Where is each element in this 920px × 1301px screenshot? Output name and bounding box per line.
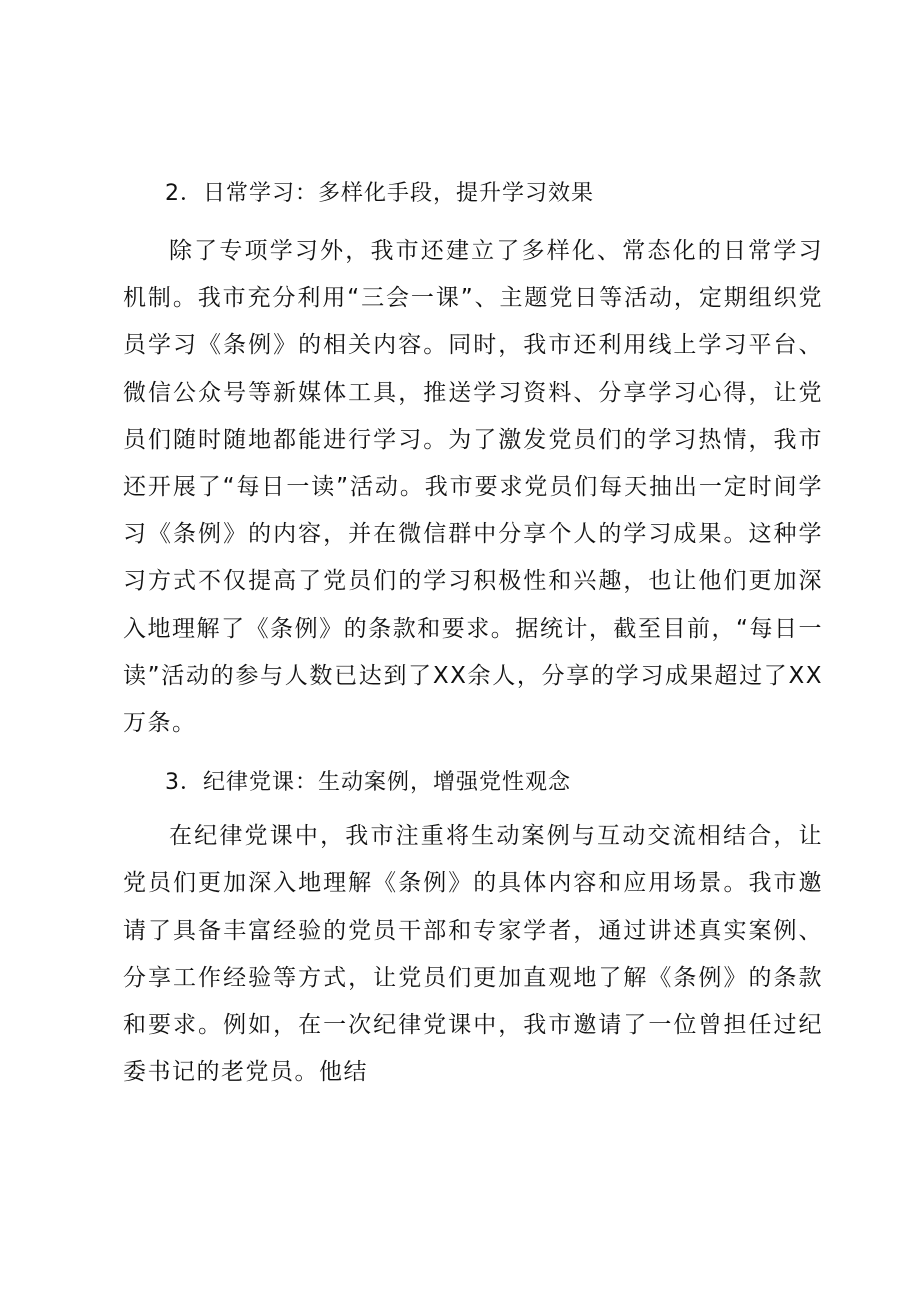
document-body bbox=[123, 170, 823, 1096]
section-paragraph-daily-study: 除了专项学习外，我市还建立了多样化、常态化的日常学习机制。我市充分利用“三会一课”、主题党日等活动，定期组织党员学习《条例》的相关内容。同时，我市还利用线上学习平台、微信公众号等新媒体工具，推送学习资料、分享学习心得，让党员们随时随地都能进行学习。为了激发党员们的学习热情，我市还开展了“每日一读”活动。我市要求党员们每天抽出一定时间学习《条例》的内容，并在微信群中分享个人的学习成果。这种学习方式不仅提高了党员们的学习积极性和兴趣，也让他们更加深入地理解了《条例》的条款和要求。据统计，截至目前，“每日一读”活动的参与人数已达到了XX余人，分享的学习成果超过了XX万条。 bbox=[123, 238, 823, 737]
section-paragraph-discipline-lesson: 在纪律党课中，我市注重将生动案例与互动交流相结合，让党员们更加深入地理解《条例》的具体内容和应用场景。我市邀请了具备丰富经验的党员干部和专家学者，通过讲述真实案例、分享工作经验等方式，让党员们更加直观地了解《条例》的条款和要求。例如，在一次纪律党课中，我市邀请了一位曾担任过纪委书记的老党员。他结 bbox=[123, 823, 823, 1086]
section-heading-daily-study: 2．日常学习：多样化手段，提升学习效果 bbox=[165, 181, 594, 206]
section-heading-discipline-lesson: 3．纪律党课：生动案例，增强党性观念 bbox=[165, 770, 571, 796]
